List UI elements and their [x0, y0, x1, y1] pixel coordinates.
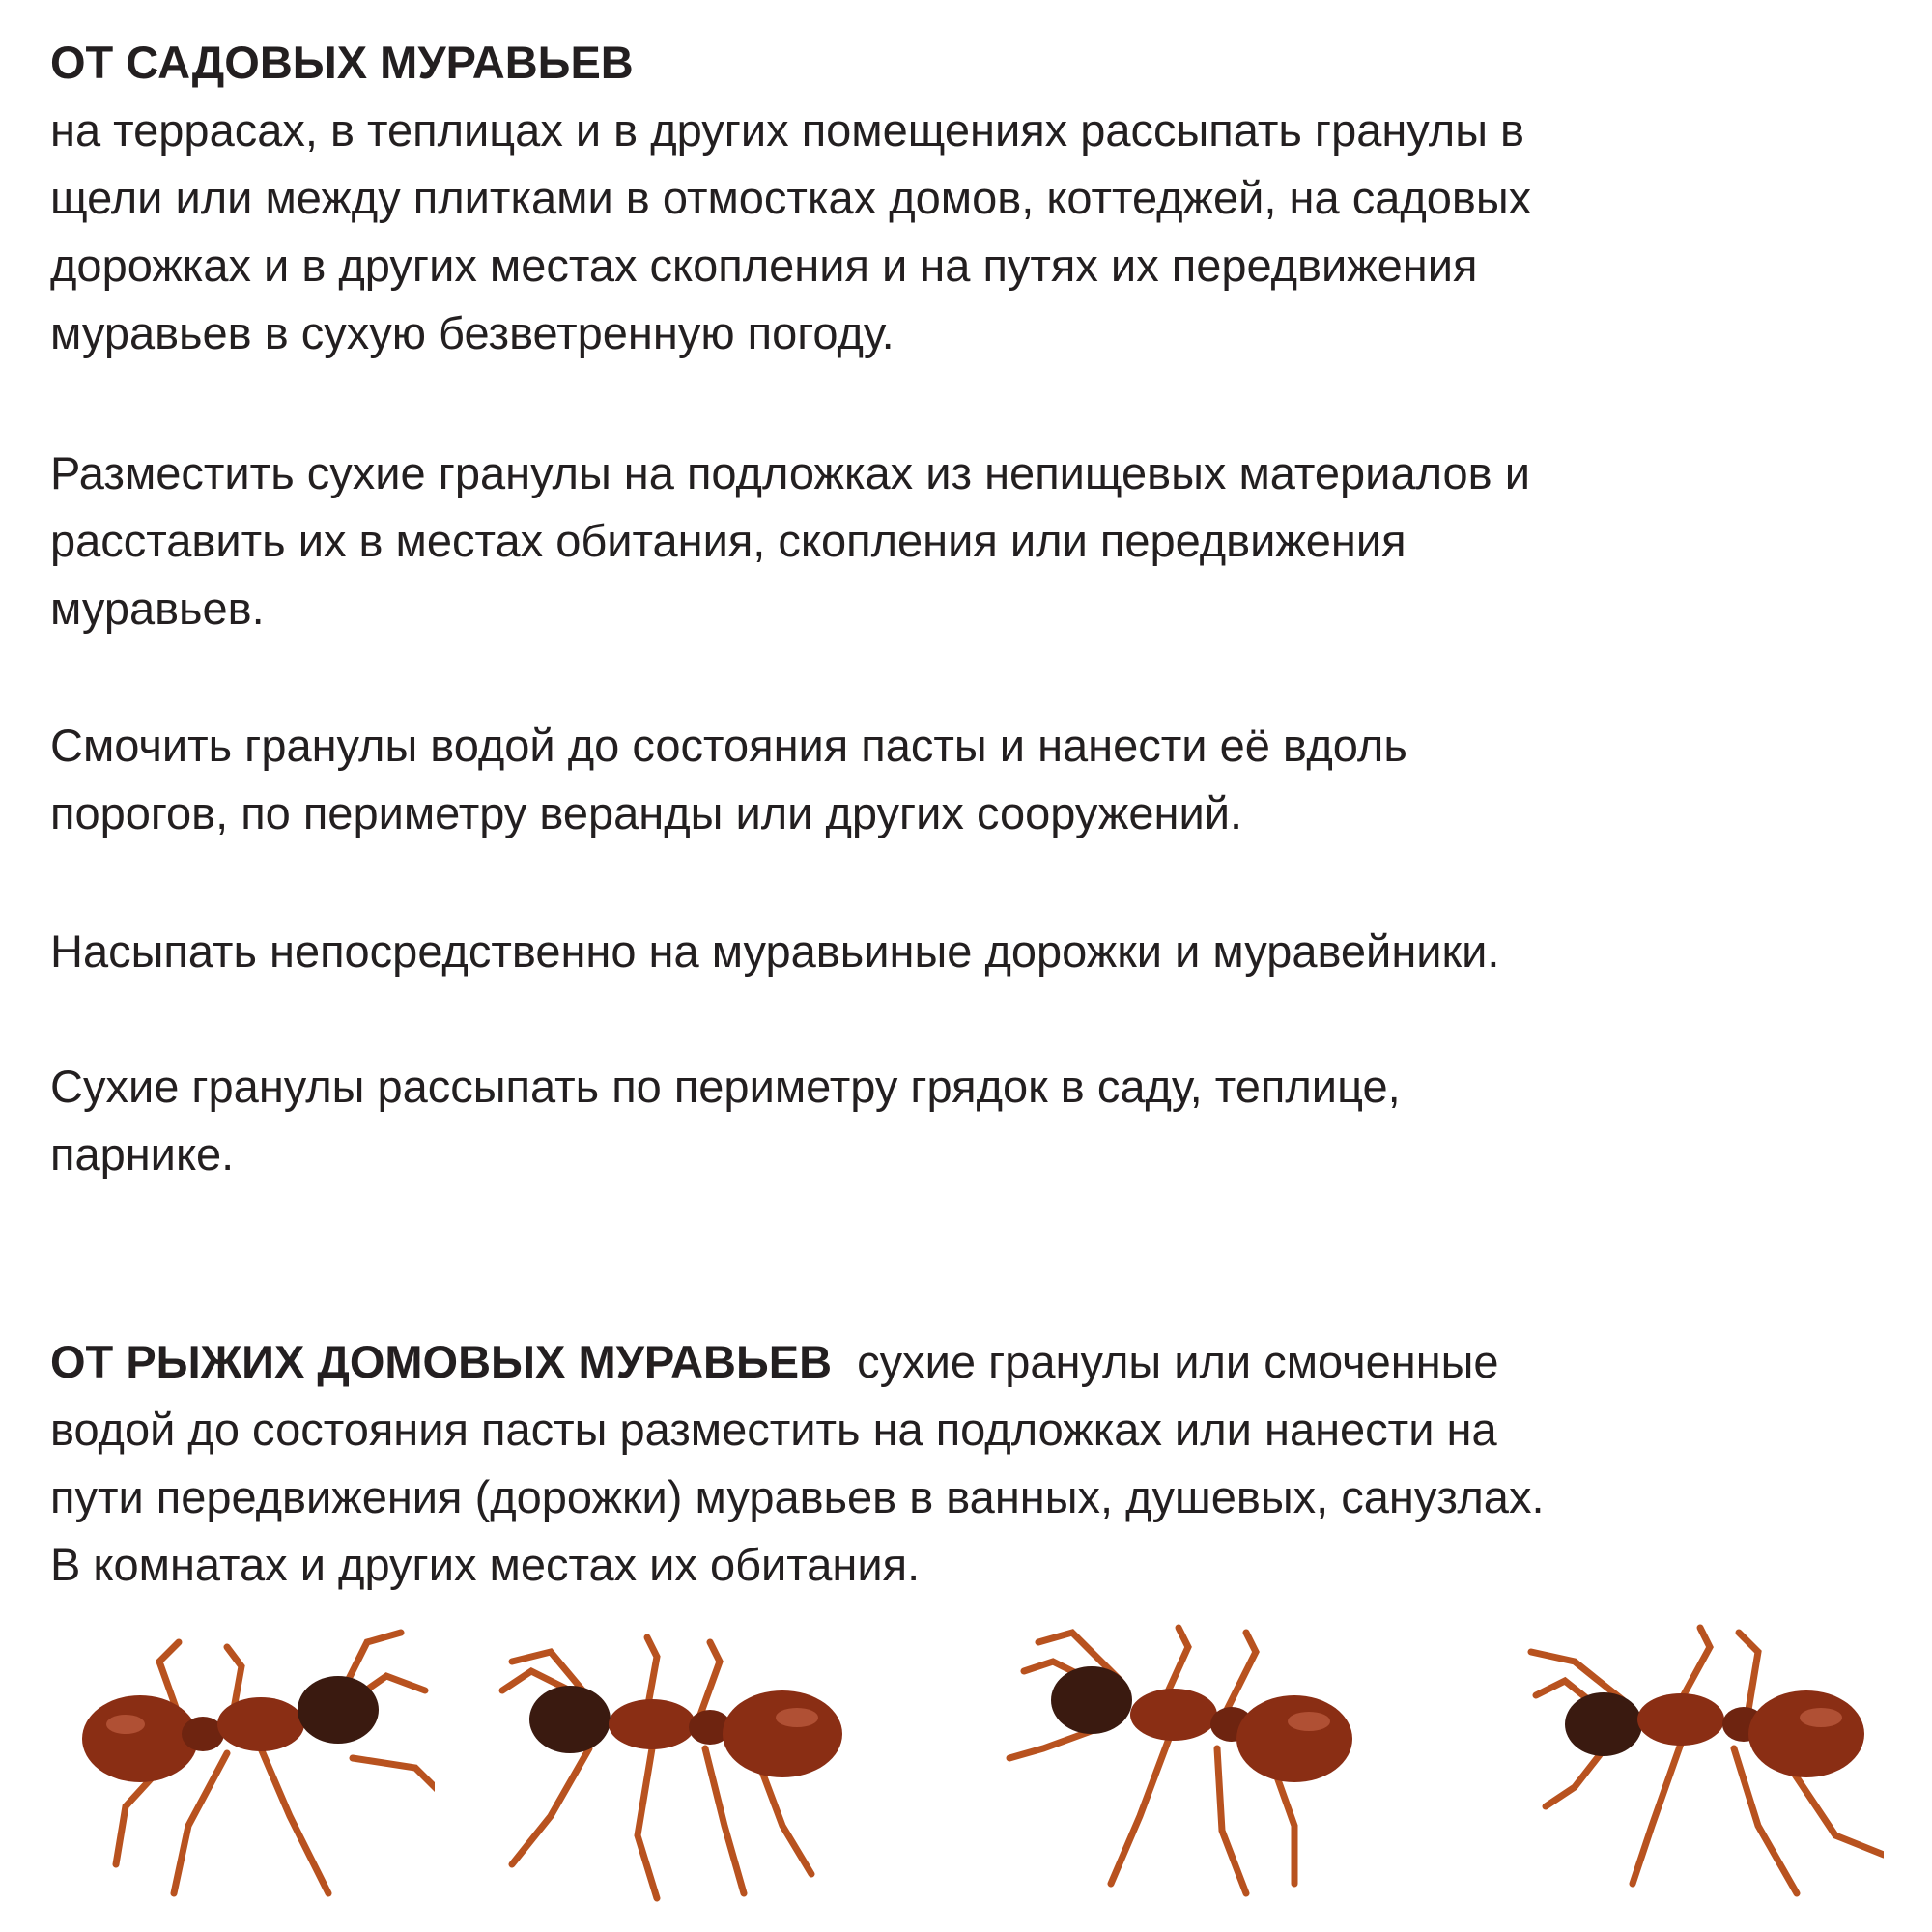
text-line: на террасах, в теплицах и в других помещениях рассыпать гранулы в [50, 104, 1525, 156]
paragraph-1 [50, 97, 1905, 367]
text-line: В комнатах и других местах их обитания. [50, 1539, 921, 1590]
text-line: парнике. [50, 1128, 235, 1179]
ant-icon [493, 1604, 860, 1913]
ant-icon [1517, 1604, 1884, 1913]
text-line: порогов, по периметру веранды или других сооружений. [50, 787, 1243, 838]
text-line: Насыпать непосредственно на муравьиные дорожки и муравейники. [50, 925, 1500, 977]
text-line: Смочить гранулы водой до состояния пасты и нанести её вдоль [50, 720, 1407, 771]
text-line: водой до состояния пасты разместить на подложках или нанести на [50, 1404, 1497, 1455]
text-line: Сухие гранулы рассыпать по периметру грядок в саду, теплице, [50, 1061, 1401, 1112]
text-line: пути передвижения (дорожки) муравьев в ванных, душевых, санузлах. [50, 1471, 1545, 1522]
paragraph-4 [50, 918, 1905, 985]
paragraph-3 [50, 712, 1905, 847]
ant-icon [68, 1604, 435, 1913]
text-line: дорожках и в других местах скопления и на путях их передвижения [50, 240, 1478, 291]
ants-illustration [0, 1604, 1932, 1913]
section-title-garden-ants: ОТ САДОВЫХ МУРАВЬЕВ [50, 37, 634, 88]
paragraph-2 [50, 440, 1905, 642]
ant-icon [1005, 1604, 1372, 1913]
text-line: муравьев. [50, 582, 265, 634]
text-line: расставить их в местах обитания, скопления или передвижения [50, 515, 1406, 566]
text-line: щели или между плитками в отмостках домов, коттеджей, на садовых [50, 172, 1532, 223]
section-garden-ants [50, 29, 1905, 367]
section-title-house-ants: ОТ РЫЖИХ ДОМОВЫХ МУРАВЬЕВ [50, 1336, 833, 1387]
text-line: сухие гранулы или смоченные [832, 1336, 1499, 1387]
text-line: муравьев в сухую безветренную погоду. [50, 307, 895, 358]
text-line: Разместить сухие гранулы на подложках из непищевых материалов и [50, 447, 1530, 498]
section-house-ants [50, 1328, 1905, 1599]
paragraph-5 [50, 1053, 1905, 1188]
